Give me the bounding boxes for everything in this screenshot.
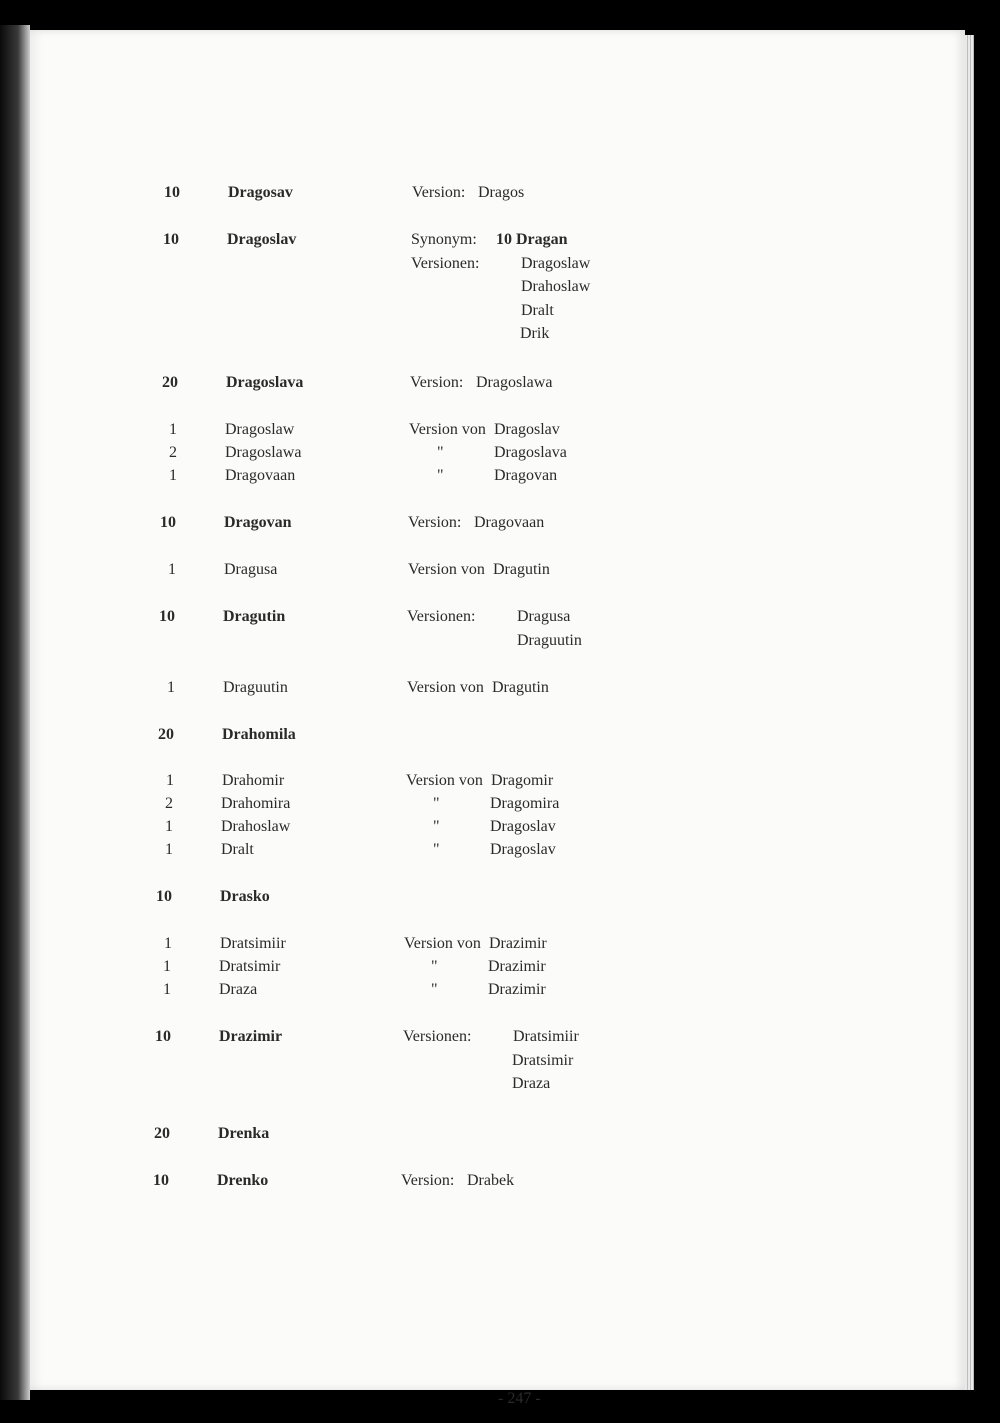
entry-name: Dragosav — [228, 184, 293, 201]
detail-label: " — [437, 444, 444, 461]
detail-value: Drazimir — [488, 981, 546, 998]
entry-name: Drasko — [220, 888, 270, 905]
entry-name: Draza — [219, 981, 258, 998]
entry-name: Dragutin — [223, 608, 286, 625]
entry-name: Dralt — [221, 841, 254, 858]
detail-label: Version von — [406, 772, 483, 789]
detail-value: Dragusa — [517, 608, 571, 625]
detail-label: " — [433, 795, 440, 812]
entry-name: Dragovaan — [225, 467, 296, 484]
detail-label: Version: — [412, 184, 466, 201]
entry-count: 1 — [169, 467, 177, 484]
entry-count: 2 — [165, 795, 173, 812]
entry-name: Drahomir — [222, 772, 285, 789]
entry-count: 2 — [169, 444, 177, 461]
detail-value: Draguutin — [517, 631, 582, 649]
entry-count: 1 — [165, 841, 173, 858]
entry-count: 1 — [166, 772, 174, 789]
entry-name: Dragoslaw — [225, 421, 295, 438]
detail-label: Version: — [408, 514, 462, 531]
detail-label: Version von — [408, 561, 485, 578]
entry-count: 1 — [167, 679, 175, 696]
detail-value: Dragomir — [491, 772, 554, 789]
detail-value: Dragoslaw — [521, 254, 591, 272]
detail-label: Version von — [404, 935, 481, 952]
entry-name: Dragovan — [224, 514, 292, 531]
detail-label: " — [433, 818, 440, 835]
detail-label: Versionen: — [403, 1028, 472, 1045]
entry-name: Drahomila — [222, 726, 296, 743]
entry-count: 1 — [163, 981, 171, 998]
detail-label: " — [431, 981, 438, 998]
detail-value: Dragutin — [492, 679, 549, 696]
entry-name: Drenko — [217, 1172, 269, 1189]
entry-name: Drazimir — [219, 1028, 283, 1045]
detail-value: Dragovaan — [474, 514, 545, 531]
detail-value: Dragutin — [493, 561, 550, 578]
entry-name: Dratsimir — [219, 958, 281, 975]
entry-count: 10 — [160, 514, 176, 531]
entry-count: 1 — [164, 935, 172, 952]
entry-count: 1 — [163, 958, 171, 975]
detail-value: Drazimir — [488, 958, 546, 975]
entry-count: 1 — [168, 561, 176, 578]
detail-value: Dragoslav — [494, 421, 560, 438]
detail-label: Versionen: — [407, 608, 476, 625]
entry-count: 10 — [164, 184, 180, 201]
entry-name: Drenka — [218, 1125, 270, 1142]
entry-name: Dragoslava — [226, 374, 304, 391]
entry-name: Dragoslav — [227, 231, 297, 248]
detail-label: " — [437, 467, 444, 484]
entry-name: Dragusa — [224, 561, 278, 578]
entry-count: 20 — [162, 374, 178, 391]
detail-value: Drik — [520, 325, 550, 342]
entry-count: 10 — [159, 608, 175, 625]
entry-name: Draguutin — [223, 679, 288, 696]
entry-count: 1 — [165, 818, 173, 835]
detail-label: Version von — [409, 421, 486, 438]
detail-value: Dragoslav — [490, 818, 556, 835]
detail-value: Dratsimiir — [513, 1028, 579, 1045]
detail-value: Draza — [512, 1075, 551, 1092]
entry-name: Drahoslaw — [221, 818, 291, 835]
detail-value: Drabek — [467, 1172, 515, 1189]
entry-count: 10 — [163, 231, 179, 248]
detail-value: 10 Dragan — [496, 231, 568, 248]
entry-count: 10 — [155, 1028, 171, 1045]
detail-label: Version: — [410, 374, 464, 391]
entry-count: 20 — [154, 1125, 170, 1142]
detail-value: Dratsimir — [512, 1051, 574, 1069]
entry-count: 20 — [158, 726, 174, 743]
entry-name: Drahomira — [221, 795, 291, 812]
entry-count: 10 — [156, 888, 172, 905]
detail-label: Version von — [407, 679, 484, 696]
detail-label: Synonym: — [411, 231, 477, 248]
detail-label: " — [433, 841, 440, 858]
detail-label: Version: — [401, 1172, 455, 1189]
detail-value: Drahoslaw — [521, 278, 591, 295]
detail-value: Dragoslav — [490, 841, 556, 858]
detail-value: Dragovan — [494, 467, 558, 484]
detail-value: Dragomira — [490, 795, 560, 812]
book-spine-edge — [0, 25, 30, 1400]
detail-value: Dragoslawa — [476, 374, 553, 391]
entry-count: 1 — [169, 421, 177, 438]
page-number: - 247 - — [498, 1390, 541, 1407]
entry-count: 10 — [153, 1172, 169, 1189]
detail-label: Versionen: — [411, 254, 480, 272]
detail-value: Dragos — [478, 184, 525, 201]
document-page — [30, 30, 965, 1407]
detail-value: Dralt — [521, 301, 554, 319]
name-entries-list — [30, 30, 965, 1390]
detail-value: Dragoslava — [494, 444, 567, 461]
entry-name: Dragoslawa — [225, 444, 302, 461]
detail-value: Drazimir — [489, 935, 547, 952]
entry-name: Dratsimiir — [220, 935, 286, 952]
detail-label: " — [431, 958, 438, 975]
